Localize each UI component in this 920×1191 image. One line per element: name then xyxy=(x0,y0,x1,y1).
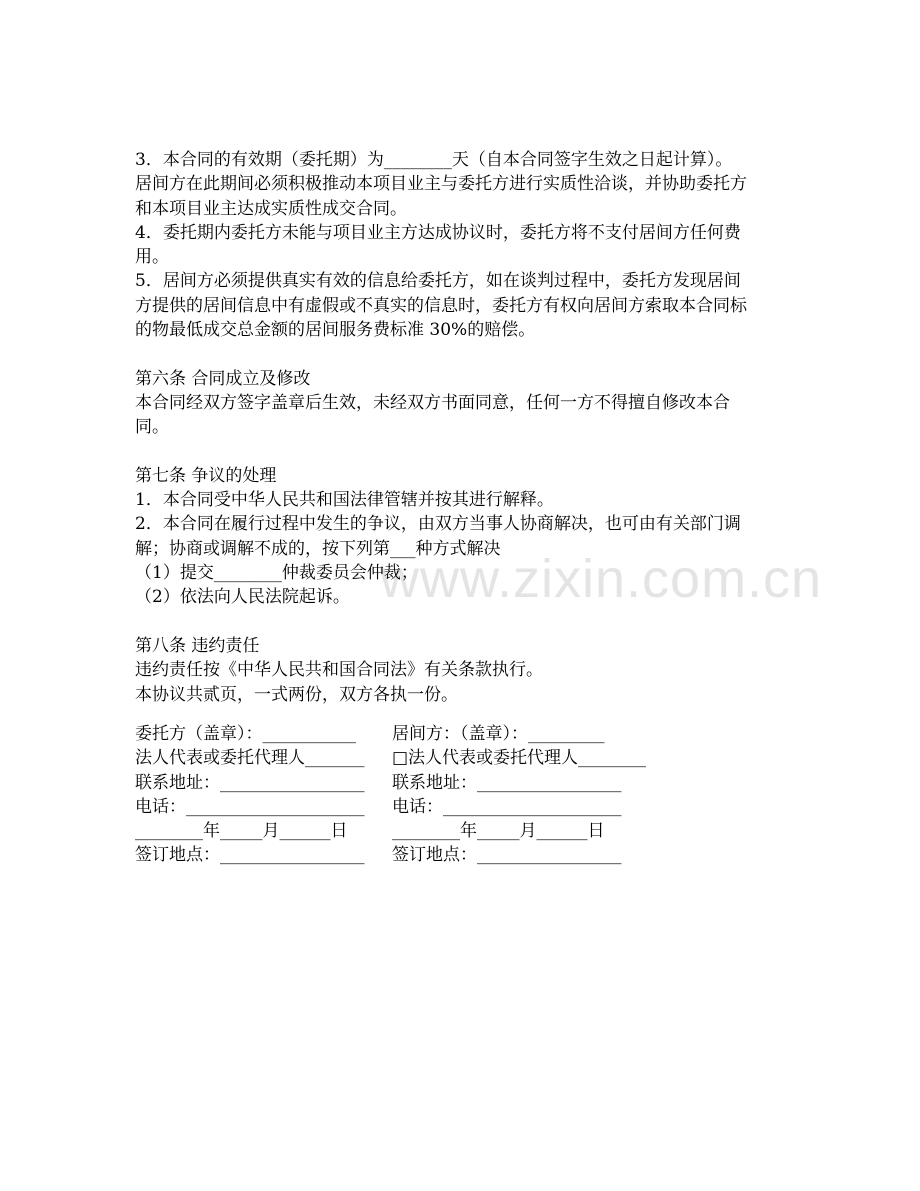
article-line: 解；协商或调解不成的，按下列第___种方式解决 xyxy=(135,538,501,559)
article-line: 2．本合同在履行过程中发生的争议，由双方当事人协商解决，也可由有关部门调 xyxy=(135,514,741,535)
clause-line: 3．本合同的有效期（委托期）为________天（自本合同签字生效之日起计算）。 xyxy=(135,150,733,170)
clause-line: 的物最低成交总金额的居间服务费标准 30%的赔偿。 xyxy=(135,320,536,341)
client-phone-field: 电话：_____________________ xyxy=(135,796,365,817)
article-line: （1）提交________仲裁委员会仲裁； xyxy=(135,563,418,584)
article-6 xyxy=(135,367,795,440)
client-representative-field: 法人代表或委托代理人_______ xyxy=(135,748,365,769)
signature-row xyxy=(135,795,695,819)
article-7 xyxy=(135,464,795,610)
clause-line: 居间方在此期间必须积极推动本项目业主与委托方进行实质性洽谈，并协助委托方 xyxy=(135,174,747,195)
clause-line: 方提供的居间信息中有虚假或不真实的信息时，委托方有权向居间方索取本合同标 xyxy=(135,295,747,316)
broker-representative-field: □法人代表或委托代理人________ xyxy=(392,748,647,769)
signature-row xyxy=(135,843,695,867)
signature-row xyxy=(135,746,695,770)
broker-phone-field: 电话：_____________________ xyxy=(392,796,622,817)
signature-row xyxy=(135,771,695,795)
article-line: （2）依法向人民法院起诉。 xyxy=(135,587,350,608)
client-seal-field: 委托方（盖章）：___________ xyxy=(135,724,356,744)
signature-row xyxy=(135,722,695,746)
article-8 xyxy=(135,634,795,707)
article-heading: 第八条 违约责任 xyxy=(135,635,260,656)
broker-address-field: 联系地址：_________________ xyxy=(392,772,622,793)
broker-date-field: ________年_____月______日 xyxy=(392,821,605,842)
clause-line: 和本项目业主达成实质性成交合同。 xyxy=(135,198,407,219)
article-line: 本合同经双方签字盖章后生效，未经双方书面同意，任何一方不得擅自修改本合 xyxy=(135,392,730,413)
contract-body xyxy=(135,148,795,707)
spacer xyxy=(135,610,795,634)
broker-place-field: 签订地点：_________________ xyxy=(392,845,622,866)
client-address-field: 联系地址：_________________ xyxy=(135,772,365,793)
signature-row xyxy=(135,819,695,843)
broker-seal-field: 居间方：（盖章）：_________ xyxy=(392,724,605,744)
client-place-field: 签订地点：_________________ xyxy=(135,845,365,866)
article-line: 本协议共贰页，一式两份，双方各执一份。 xyxy=(135,684,458,705)
spacer xyxy=(135,342,795,366)
article-heading: 第七条 争议的处理 xyxy=(135,465,277,486)
watermark: www.zixin.com.cn xyxy=(380,549,823,609)
clause-line: 4．委托期内委托方未能与项目业主方达成协议时，委托方将不支付居间方任何费 xyxy=(135,222,741,243)
article-line: 1．本合同受中华人民共和国法律管辖并按其进行解释。 xyxy=(135,490,554,511)
spacer xyxy=(135,440,795,464)
client-date-field: ________年_____月______日 xyxy=(135,821,348,842)
signature-block xyxy=(135,722,695,868)
clause-section xyxy=(135,148,795,342)
article-line: 违约责任按《中华人民共和国合同法》有关条款执行。 xyxy=(135,660,543,681)
clause-line: 用。 xyxy=(135,247,169,268)
clause-line: 5．居间方必须提供真实有效的信息给委托方，如在谈判过程中，委托方发现居间 xyxy=(135,271,741,292)
article-heading: 第六条 合同成立及修改 xyxy=(135,368,311,389)
article-line: 同。 xyxy=(135,417,169,438)
